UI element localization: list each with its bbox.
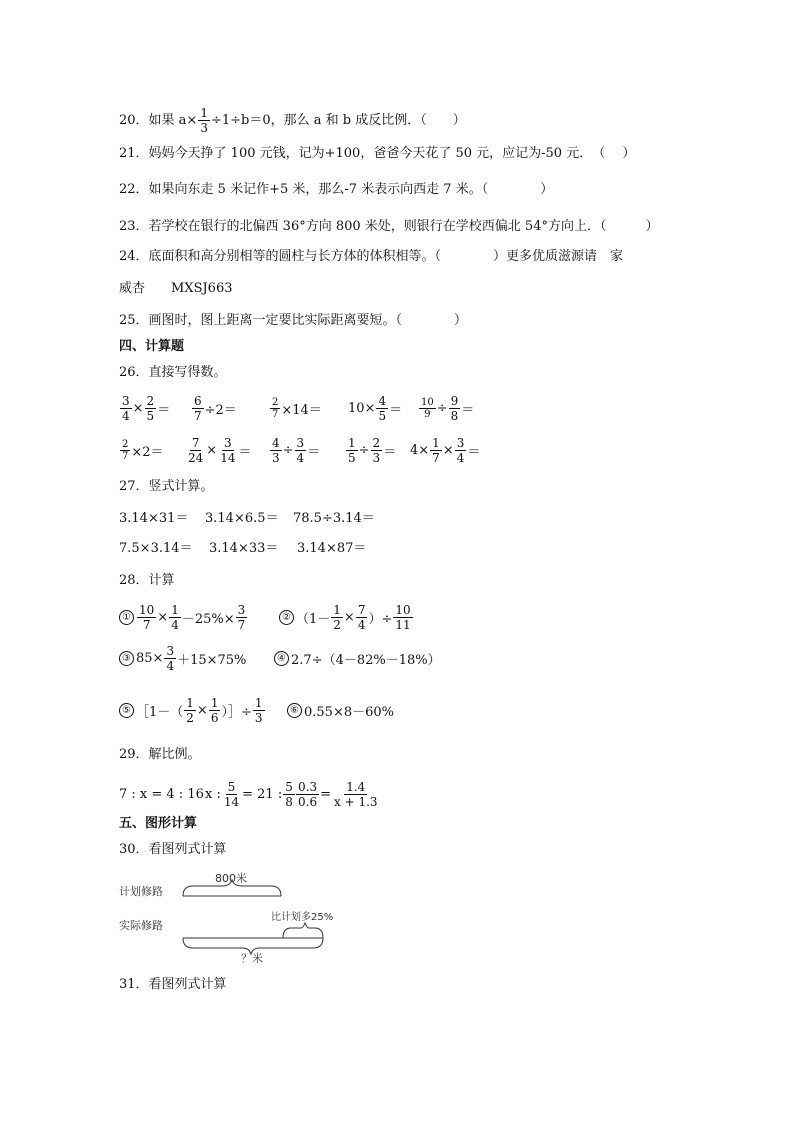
- q26-item: $\frac{2}{7}$ ×2＝: [122, 438, 164, 462]
- actual-label: 实际修路: [119, 919, 163, 932]
- plan-label: 计划修路: [119, 885, 163, 898]
- q27-row-1: 3.14×31＝ 3.14×6.5＝ 78.5÷3.14＝: [119, 511, 375, 526]
- q28-row-2: [119, 638, 679, 678]
- q28-expr-3: ③ 85× $\frac{3}{4}$ ＋15×75%: [119, 638, 246, 678]
- q26-item: $\frac{4}{3}$ ÷ $\frac{3}{4}$ ＝: [272, 435, 321, 465]
- question-26: 26．直接写得数。: [119, 365, 227, 380]
- q29-proportion-1: 7 : x = 4 : 16: [119, 786, 204, 802]
- q26-item: $\frac{10}{9}$ ÷ $\frac{9}{8}$ ＝: [421, 393, 475, 423]
- q26-item: $\frac{1}{5}$ ÷ $\frac{2}{3}$ ＝: [348, 435, 397, 465]
- q26-item: 4× $\frac{1}{7}$ × $\frac{3}{4}$ ＝: [410, 435, 481, 465]
- q26-row-2: [119, 430, 679, 470]
- q26-item: $\frac{6}{7}$ ÷2＝: [194, 393, 237, 423]
- q28-expr-6: ⑥ 0.55×8－60%: [287, 690, 394, 730]
- question-22: 22．如果向东走 5 米记作+5 米，那么-7 米表示向西走 7 米。（ ）: [119, 182, 554, 197]
- section-5-title: 五、图形计算: [119, 816, 198, 831]
- q26-item: $\frac{7}{24}$ × $\frac{3}{14}$ ＝: [188, 435, 252, 465]
- section-4-title: 四、计算题: [119, 339, 185, 354]
- question-21: 21．妈妈今天挣了 100 元钱，记为+100，爸爸今天花了 50 元，应记为-50 元． （ ）: [119, 146, 636, 161]
- q26-row-1: [119, 388, 679, 428]
- q27-row-2: 7.5×3.14＝ 3.14×33＝ 3.14×87＝: [119, 541, 367, 556]
- q28-expr-2: ② （1－ $\frac{1}{2}$ × $\frac{7}{4}$ ）÷ $\frac{10}{11}$: [279, 597, 414, 637]
- q26-item: 10× $\frac{4}{5}$ ＝: [348, 393, 403, 423]
- question-24: 24．底面积和高分别相等的圆柱与长方体的体积相等。（ ）更多优质滋源请 家: [119, 249, 624, 264]
- road-diagram: [119, 866, 359, 966]
- q26-item: $\frac{2}{7}$ ×14＝: [272, 396, 322, 420]
- q28-expr-1: ① $\frac{10}{7}$ × $\frac{1}{4}$ －25%× $\frac{3}{7}$: [119, 597, 248, 637]
- q28-expr-4: ④ 2.7÷（4－82%－18%）: [274, 638, 441, 678]
- q29-proportion-2: x : $\frac{5}{14}$ = 21 : 5 8: [205, 779, 293, 809]
- question-27: 27．竖式计算。: [119, 479, 214, 494]
- q28-row-1: [119, 597, 679, 637]
- question-30: 30．看图列式计算: [119, 842, 227, 857]
- q29-row: [119, 774, 679, 814]
- q28-row-3: [119, 690, 679, 730]
- brace-lines: [119, 866, 359, 966]
- question-23: 23．若学校在银行的北偏西 36°方向 800 米处，则银行在学校西偏北 54°方向上．（ ）: [119, 219, 659, 234]
- q29-proportion-3: $\frac{0.3}{0.6}$ = $\frac{1.4}{x + 1.3}$: [298, 779, 378, 809]
- fraction: $\frac{1}{3}$: [200, 106, 208, 135]
- unknown-length-label: ？米: [241, 952, 263, 965]
- question-24-cont: 威杏 MXSJ663: [119, 281, 233, 296]
- top-length-label: 800米: [215, 872, 247, 885]
- question-31: 31．看图列式计算: [119, 977, 227, 992]
- question-25: 25．画图时，图上距离一定要比实际距离要短。（ ）: [119, 313, 468, 328]
- q28-expr-5: ⑤ ［1－（ $\frac{1}{2}$ × $\frac{1}{6}$ ）］÷ $\frac{1}{3}$: [119, 690, 266, 730]
- question-20: 20．如果 a× $\frac{1}{3}$ ÷1÷b＝0，那么 a 和 b 成反比例．（ ）: [119, 106, 466, 135]
- question-28: 28．计算: [119, 573, 175, 588]
- q26-item: $\frac{3}{4}$ × $\frac{2}{5}$ ＝: [122, 393, 171, 423]
- more-label: 比计划多25%: [271, 912, 334, 923]
- question-29: 29．解比例。: [119, 747, 201, 762]
